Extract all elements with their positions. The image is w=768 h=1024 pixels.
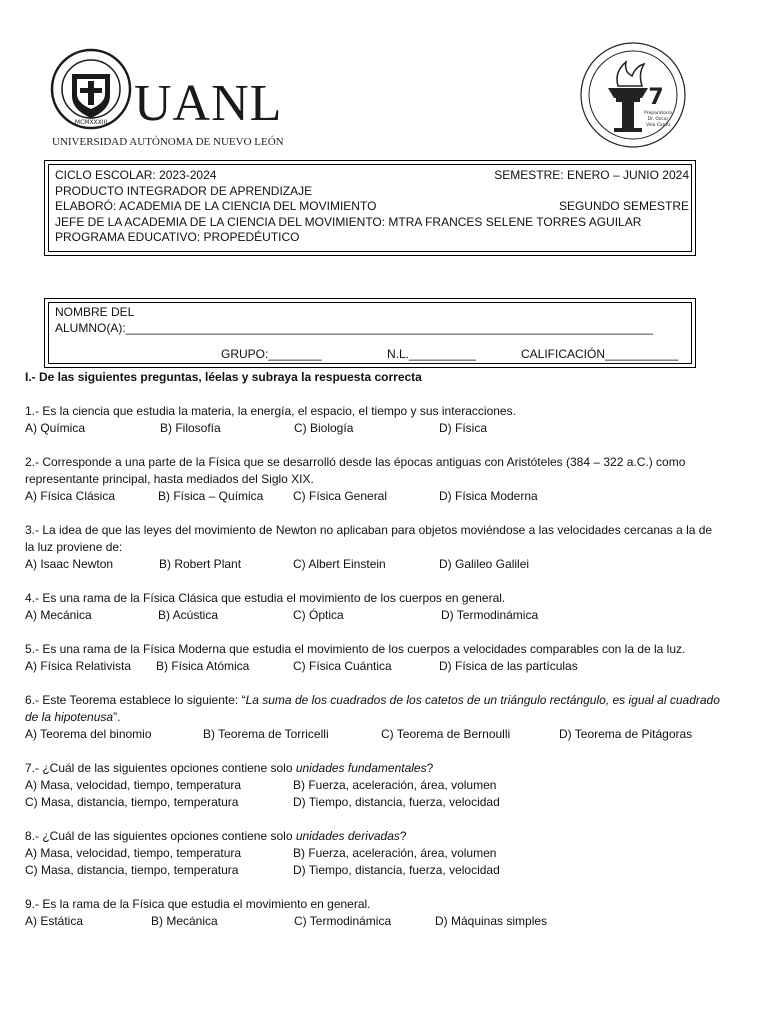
option-c[interactable]: C) Termodinámica [294,914,392,928]
svg-text:Preparatoria: Preparatoria [644,111,672,116]
option-b[interactable]: B) Fuerza, aceleración, área, volumen [293,846,497,860]
option-a[interactable]: A) Estática [25,914,84,928]
option-d[interactable]: D) Teorema de Pitágoras [559,727,693,741]
option-c[interactable]: C) Biología [294,421,354,435]
uanl-wordmark: UANL [134,75,283,132]
option-d[interactable]: D) Física [439,421,487,435]
calificacion-field[interactable]: CALIFICACIÓN___________ [521,347,679,361]
option-b[interactable]: B) Robert Plant [159,557,242,571]
uanl-seal-icon [50,48,132,130]
section-title: I.- De las siguientes preguntas, léelas y subraya la respuesta correcta [25,370,422,384]
jefe-academia: JEFE DE LA ACADEMIA DE LA CIENCIA DEL MOVIMIENTO: MTRA FRANCES SELENE TORRES AGUILAR [55,214,642,229]
question-text: 6.- Este Teorema establece lo siguiente: “La suma de los cuadrados de los catetos de un triángulo rectángulo, es igual al cuadrado de la hipotenusa”. [25,693,720,724]
segundo-semestre: SEGUNDO SEMESTRE [558,199,689,213]
option-c[interactable]: C) Masa, distancia, tiempo, temperatura [25,795,239,809]
ciclo-escolar: CICLO ESCOLAR: 2023-2024 [55,168,217,182]
option-a[interactable]: A) Química [25,421,86,435]
course-info-box [44,160,696,256]
elaboro: ELABORÓ: ACADEMIA DE LA CIENCIA DEL MOVIMIENTO [55,199,377,213]
prepa-7-logo [578,40,688,150]
option-b[interactable]: B) Física – Química [158,489,264,503]
option-b[interactable]: B) Teorema de Torricelli [203,727,329,741]
question-text: 1.- Es la ciencia que estudia la materia, la energía, el espacio, el tiempo y sus interacciones. [25,404,516,418]
programa-educativo: PROGRAMA EDUCATIVO: PROPEDÉUTICO [55,230,300,244]
svg-text:Dr. Oscar: Dr. Oscar [647,117,669,122]
question-text: 5.- Es una rama de la Física Moderna que estudia el movimiento de los cuerpos a velocidades comparables con la de la luz. [25,642,686,656]
option-a[interactable]: A) Masa, velocidad, tiempo, temperatura [25,846,242,860]
question-text: 9.- Es la rama de la Física que estudia el movimiento en general. [25,897,371,911]
option-b[interactable]: B) Filosofía [160,421,221,435]
question-8 [25,828,725,879]
question-text: 4.- Es una rama de la Física Clásica que estudia el movimiento de los cuerpos en general. [25,591,506,605]
question-6 [25,692,725,743]
option-d[interactable]: D) Máquinas simples [435,914,548,928]
option-a[interactable]: A) Isaac Newton [25,557,114,571]
option-d[interactable]: D) Galileo Galilei [439,557,530,571]
option-b[interactable]: B) Física Atómica [156,659,250,673]
option-a[interactable]: A) Física Clásica [25,489,116,503]
option-c[interactable]: C) Óptica [293,608,344,622]
student-info-box [44,298,696,368]
option-a[interactable]: A) Masa, velocidad, tiempo, temperatura [25,778,242,792]
prepa-7-seal-icon [578,40,688,150]
option-c[interactable]: C) Albert Einstein [293,557,386,571]
question-2 [25,454,725,505]
option-d[interactable]: D) Termodinámica [441,608,539,622]
question-1 [25,403,725,437]
uanl-subtitle: UNIVERSIDAD AUTÓNOMA DE NUEVO LEÓN [52,136,284,148]
producto-integrador: PRODUCTO INTEGRADOR DE APRENDIZAJE [55,183,313,198]
option-c[interactable]: C) Masa, distancia, tiempo, temperatura [25,863,239,877]
question-text: 2.- Corresponde a una parte de la Física que se desarrolló desde las épocas antiguas con Aristóteles (384 – 322 a.C.) como representante principal, hasta mediados del Siglo XIX. [25,455,686,486]
option-d[interactable]: D) Tiempo, distancia, fuerza, velocidad [293,795,500,809]
exam-content [25,369,725,947]
option-d[interactable]: D) Física de las partículas [439,659,578,673]
question-3 [25,522,725,573]
option-a[interactable]: A) Mecánica [25,608,92,622]
grupo-field[interactable]: GRUPO:________ [221,347,322,361]
question-4 [25,590,725,624]
option-d[interactable]: D) Tiempo, distancia, fuerza, velocidad [293,863,500,877]
question-text: 7.- ¿Cuál de las siguientes opciones contiene solo unidades fundamentales? [25,761,434,775]
question-text: 3.- La idea de que las leyes del movimiento de Newton no aplicaban para objetos moviéndose a las velocidades cercanas a la de la luz proviene de: [25,523,713,554]
semestre: SEMESTRE: ENERO – JUNIO 2024 [494,168,689,182]
svg-text:Vela Cantú: Vela Cantú [645,123,671,128]
question-9 [25,896,725,930]
option-c[interactable]: C) Física General [293,489,388,503]
option-c[interactable]: C) Física Cuántica [293,659,392,673]
option-c[interactable]: C) Teorema de Bernoulli [381,727,511,741]
question-text: 8.- ¿Cuál de las siguientes opciones contiene solo unidades derivadas? [25,829,407,843]
question-5 [25,641,725,675]
option-d[interactable]: D) Física Moderna [439,489,538,503]
prepa-number: 7 [648,85,664,110]
option-b[interactable]: B) Fuerza, aceleración, área, volumen [293,778,497,792]
option-b[interactable]: B) Mecánica [151,914,218,928]
option-a[interactable]: A) Física Relativista [25,659,132,673]
option-a[interactable]: A) Teorema del binomio [25,727,152,741]
nombre-label: NOMBRE DEL [55,305,135,319]
alumno-field[interactable]: ALUMNO(A):_______________________________________________________________________________ [55,320,653,335]
svg-text:MCMXXXIII: MCMXXXIII [74,119,108,126]
option-b[interactable]: B) Acústica [158,608,219,622]
uanl-logo [50,48,290,153]
nl-field[interactable]: N.L.__________ [387,347,476,361]
question-7 [25,760,725,811]
